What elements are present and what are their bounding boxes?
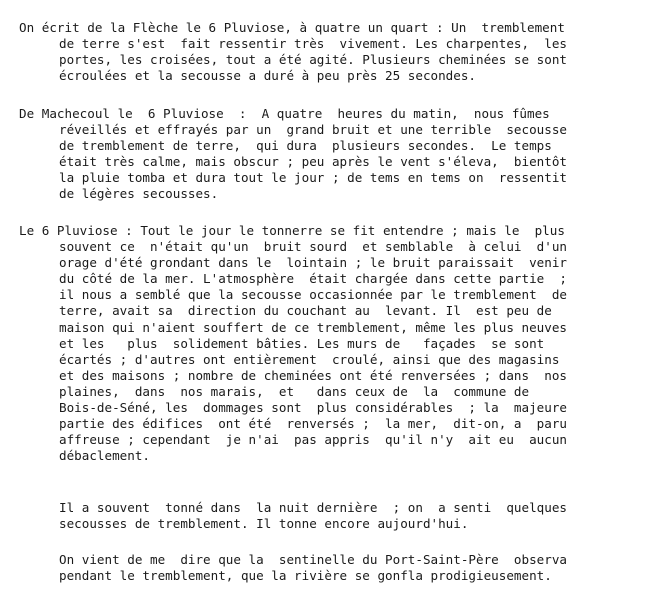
text-line: Bois-de-Séné, les dommages sont plus considérables ; la majeure — [59, 400, 567, 416]
text-line: et les plus solidement bâties. Les murs de façades se sont — [59, 335, 545, 351]
paragraph-tonne — [19, 500, 649, 532]
text-line: de légères secousses. — [59, 186, 219, 202]
text-line: maison qui n'aient souffert de ce tremblement, même les plus neuves — [59, 319, 567, 335]
text-line: et des maisons ; nombre de cheminées ont été renversées ; dans nos — [59, 367, 567, 383]
paragraph-sentinelle — [19, 552, 649, 584]
text-line: plaines, dans nos marais, et dans ceux de la commune de — [59, 383, 530, 399]
text-line: orage d'été grondant dans le lointain ; le bruit paraissait venir — [59, 255, 567, 271]
text-line: Il a souvent tonné dans la nuit dernière ; on a senti quelques — [59, 500, 567, 515]
text-line: était très calme, mais obscur ; peu après le vent s'éleva, bientôt — [59, 154, 567, 170]
paragraph-machecoul — [19, 106, 649, 203]
text-line: de terre s'est fait ressentir très vivement. Les charpentes, les — [59, 36, 567, 52]
text-line: réveillés et effrayés par un grand bruit et une terrible secousse — [59, 122, 567, 138]
text-line: terre, avait sa direction du couchant au levant. Il est peu de — [59, 303, 552, 319]
text-line: pendant le tremblement, que la rivière se gonfla prodigieusement. — [59, 568, 552, 584]
text-line: On vient de me dire que la sentinelle du Port-Saint-Père observa — [59, 552, 567, 567]
text-line: du côté de la mer. L'atmosphère était chargée dans cette partie ; — [59, 271, 567, 287]
text-line: écartés ; d'autres ont entièrement croulé, ainsi que des magasins — [59, 351, 560, 367]
text-line: De Machecoul le 6 Pluviose : A quatre heures du matin, nous fûmes — [19, 106, 550, 121]
text-line: partie des édifices ont été renversés ; la mer, dit-on, a paru — [59, 416, 567, 432]
paragraph-la-fleche — [19, 20, 649, 84]
paragraph-6-pluviose — [19, 223, 649, 464]
text-line: souvent ce n'était qu'un bruit sourd et semblable à celui d'un — [59, 239, 567, 255]
text-line: On écrit de la Flèche le 6 Pluviose, à quatre un quart : Un tremblement — [19, 20, 565, 35]
text-line: écroulées et la secousse a duré à peu près 25 secondes. — [59, 68, 477, 84]
text-line: Le 6 Pluviose : Tout le jour le tonnerre se fit entendre ; mais le plus — [19, 223, 565, 238]
text-line: affreuse ; cependant je n'ai pas appris qu'il n'y ait eu aucun — [59, 432, 567, 448]
text-line: de tremblement de terre, qui dura plusieurs secondes. Le temps — [59, 138, 552, 154]
text-line: portes, les croisées, tout a été agité. Plusieurs cheminées se sont — [59, 52, 567, 68]
text-line: la pluie tomba et dura tout le jour ; de tems en tems on ressentit — [59, 170, 567, 186]
text-line: secousses de tremblement. Il tonne encore aujourd'hui. — [59, 516, 469, 532]
text-line: débaclement. — [59, 448, 150, 464]
text-line: il nous a semblé que la secousse occasionnée par le tremblement de — [59, 287, 567, 303]
